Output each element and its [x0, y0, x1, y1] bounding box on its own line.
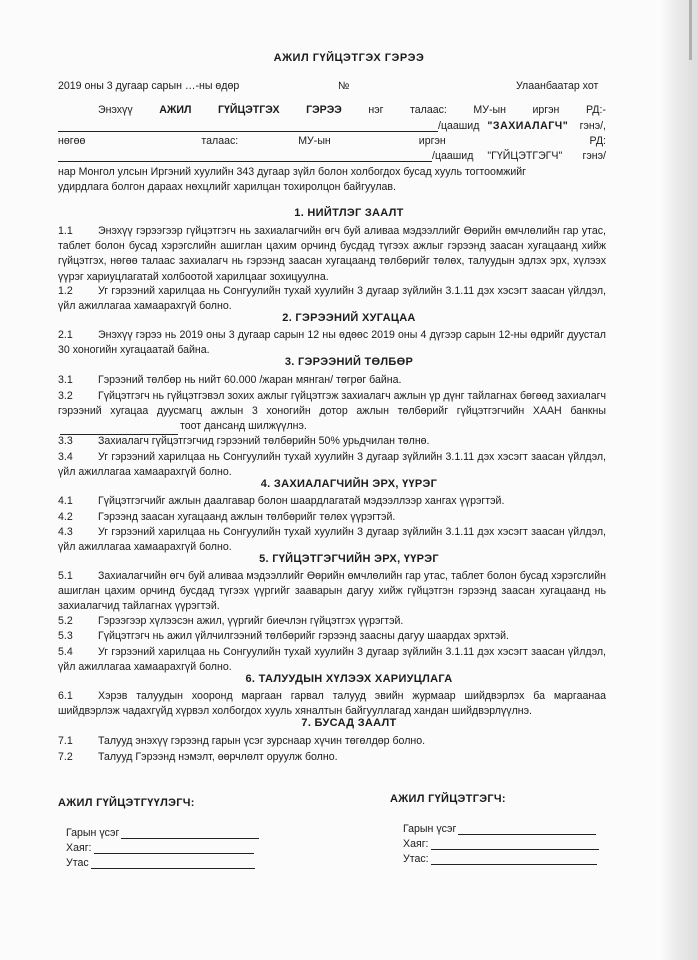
clause-item: [58, 750, 606, 765]
intro-word: талаас:: [410, 104, 447, 116]
intro-word: АЖИЛ: [159, 104, 192, 116]
intro-line-2: [58, 120, 606, 132]
section-heading: 2. ГЭРЭЭНИЙ ХУГАЦАА: [282, 312, 416, 324]
clause-text: Гүйцэтгэгч нь ажил үйлчилгээний төлбөрийг гэрээнд заасны дагуу шаардах эрхтэй.: [98, 630, 509, 642]
intro-word: /цаашид: [432, 150, 474, 162]
address-label: Хаяг:: [66, 842, 92, 854]
clause-item: [58, 734, 606, 749]
clause-item: [58, 284, 606, 314]
clause-text: Гүйцэтгэгч нь гүйцэтгэвэл зохих ажлыг гүйцэтгэж захиалагч ажлын үр дүнг тайлагнах бөгөөд захиалагч гэрээний хугацаа дуусмагц ажлын 3 хоногийн дотор ажлын төлбөрийг гүйцэтгэгчийн ХААН банкны: [58, 390, 606, 418]
intro-word: гэнэ/,: [579, 120, 606, 132]
clause-text: Гэрээгээр хүлээсэн ажил, үүргийг биечлэн гүйцэтгэх үүрэгтэй.: [98, 615, 404, 627]
address-label: Хаяг:: [403, 838, 429, 850]
signature-heading-client: АЖИЛ ГҮЙЦЭТГҮҮЛЭГЧ:: [58, 797, 195, 809]
clause-number: 3.2: [58, 390, 73, 402]
clause-number: 5.4: [58, 646, 73, 658]
intro-word: иргэн: [418, 135, 446, 147]
intro-word: гэнэ/: [582, 150, 606, 162]
intro-word: МУ-ын: [298, 135, 331, 147]
section-heading: 4. ЗАХИАЛАГЧИЙН ЭРХ, ҮҮРЭГ: [260, 478, 438, 490]
section-heading: 1. НИЙТЛЭГ ЗААЛТ: [294, 207, 404, 219]
clause-item: [58, 645, 606, 675]
phone-field-contractor: [403, 853, 597, 865]
section-heading: 5. ГҮЙЦЭТГЭГЧИЙН ЭРХ, ҮҮРЭГ: [259, 553, 439, 565]
intro-word: ГЭРЭЭ: [306, 104, 342, 116]
clause-number: 4.1: [58, 495, 73, 507]
clause-number: 4.3: [58, 526, 73, 538]
intro-line-4: [58, 150, 606, 162]
phone-label: Утас: [66, 857, 89, 869]
clause-number: 5.3: [58, 630, 73, 642]
clause-number: 1.1: [58, 225, 73, 237]
clause-item: [58, 510, 606, 525]
intro-word: иргэн: [532, 104, 560, 116]
clause-text: Талууд энэхүү гэрээнд гарын үсэг зурснаар хүчин төгөлдөр болно.: [98, 735, 426, 747]
signature-field-contractor: [403, 823, 596, 835]
clause-item: [58, 389, 606, 435]
city-label: Улаанбаатар хот: [516, 80, 599, 92]
clause-number: 3.4: [58, 451, 73, 463]
intro-word: нэг: [368, 104, 384, 116]
clause-item: [58, 373, 606, 388]
intro-word: РД:: [589, 135, 606, 147]
intro-word: /цаашид: [438, 120, 480, 132]
intro-word: РД:-: [585, 104, 606, 116]
clause-item: [58, 689, 606, 719]
address-field-contractor: [403, 838, 599, 850]
section-heading: 3. ГЭРЭЭНИЙ ТӨЛБӨР: [284, 356, 414, 368]
clause-number: 7.2: [58, 751, 73, 763]
clause-text: Уг гэрээний харилцаа нь Сонгуулийн тухай хуулийн 3 дугаар зүйлийн 3.1.11 дэх хэсэгт заасан үйлдэл, үйл ажиллагаа хамаарахгүй болно.: [58, 526, 606, 554]
intro-word: талаас:: [201, 135, 239, 147]
party-contractor-label: "ГҮЙЦЭТГЭГЧ": [487, 150, 563, 162]
clause-number: 5.1: [58, 570, 73, 582]
signature-field-client: [66, 827, 259, 839]
intro-word: нөгөө: [58, 135, 86, 147]
intro-line-6: удирдлага болгон дараах нөхцлийг харилцан тохиролцон байгуулав.: [58, 181, 396, 193]
clause-item: [58, 569, 606, 615]
clause-text: Гүйцэтгэгчийг ажлын даалгавар болон шаардлагатай мэдээллээр хангах үүрэгтэй.: [98, 495, 505, 507]
clause-text: Уг гэрээний харилцаа нь Сонгуулийн тухай хуулийн 3 дугаар зүйлийн 3.1.11 дэх хэсэгт заасан үйлдэл, үйл ажиллагаа хамаарахгүй болно.: [58, 451, 606, 479]
signature-heading-contractor: АЖИЛ ГҮЙЦЭТГЭГЧ:: [390, 793, 506, 805]
clause-text: Талууд Гэрээнд нэмэлт, өөрчлөлт оруулж болно.: [98, 751, 338, 763]
address-field-client: [66, 842, 254, 854]
clause-number: 3.3: [58, 435, 73, 447]
clause-number: 3.1: [58, 374, 73, 386]
section-heading: 6. ТАЛУУДЫН ХҮЛЭЭХ ХАРИУЦЛАГА: [245, 673, 453, 685]
section-heading: 7. БУСАД ЗААЛТ: [301, 717, 397, 729]
clause-text: Гэрээний төлбөр нь нийт 60.000 /жаран мянган/ төгрөг байна.: [98, 374, 402, 386]
clause-item: [58, 525, 606, 555]
clause-item: [58, 494, 606, 509]
clause-number: 6.1: [58, 690, 73, 702]
contract-number-label: №: [338, 80, 350, 92]
phone-field-client: [66, 857, 255, 869]
phone-blank[interactable]: [431, 853, 597, 865]
signature-blank[interactable]: [458, 823, 596, 835]
clause-item: [58, 328, 606, 358]
clause-text: Захиалагчийн өгч буй аливаа мэдээллийг Өөрийн өмчлөлийн гар утас, таблет болон бусад хэрэгслийн ашиглан цахим орчинд бусдад түгээх үүргийг зааварын дагуу хийж гүйцэтгэн гэрээнд заасан хугацаанд нь захиалагчид тайлагнах үүрэгтэй.: [58, 570, 606, 613]
client-name-blank[interactable]: [58, 120, 438, 132]
signature-label: Гарын үсэг: [66, 827, 120, 839]
clause-text: Хэрэв талуудын хооронд маргаан гарвал талууд эвийн журмаар шийдвэрлэх ба маргаанаа шийдвэрлэж чадахгүйд хүрвэл холбогдох хууль хяналтын байгууллагад хандан шийдвэрлүүлнэ.: [58, 690, 606, 718]
contractor-name-blank[interactable]: [58, 150, 432, 162]
clause-number: 2.1: [58, 329, 73, 341]
address-blank[interactable]: [431, 838, 599, 850]
clause-number: 4.2: [58, 511, 73, 523]
intro-word: Энэхүү: [98, 104, 133, 116]
clause-number: 1.2: [58, 285, 73, 297]
clause-number: 5.2: [58, 615, 73, 627]
signature-blank[interactable]: [121, 827, 259, 839]
clause-number: 7.1: [58, 735, 73, 747]
clause-text: Уг гэрээний харилцаа нь Сонгуулийн тухай хуулийн 3 дугаар зүйлийн 3.1.11 дэх хэсэгт заасан үйлдэл, үйл ажиллагаа хамаарахгүй болно.: [58, 285, 606, 313]
intro-word: ГҮЙЦЭТГЭХ: [218, 104, 280, 116]
intro-line-1: [58, 104, 606, 116]
date-line: 2019 оны 3 дугаар сарын …-ны өдөр: [58, 80, 240, 92]
clause-item: [58, 629, 606, 644]
clause-item: [58, 614, 606, 629]
address-blank[interactable]: [94, 842, 254, 854]
clause-item: [58, 450, 606, 480]
phone-blank[interactable]: [91, 857, 255, 869]
clause-item: [58, 224, 606, 285]
intro-line-5: нар Монгол улсын Иргэний хуулийн 343 дугаар зүйл болон холбогдох бусад хууль тогтоомжийг: [58, 166, 527, 178]
clause-text: Энэхүү гэрээ нь 2019 оны 3 дугаар сарын 12 ны өдөөс 2019 оны 4 дүгээр сарын 12-ны өдрийг дуустал 30 хоногийн хугацаатай байна.: [58, 329, 606, 357]
signature-label: Гарын үсэг: [403, 823, 457, 835]
clause-item: [58, 434, 606, 449]
phone-label: Утас:: [403, 853, 429, 865]
intro-line-3: [58, 135, 606, 147]
clause-text: тоот дансанд шилжүүлнэ.: [180, 420, 307, 433]
clause-text: Энэхүү гэрээгээр гүйцэтгэгч нь захиалагчийн өгч буй аливаа мэдээллийг Өөрийн өмчлөлийн гар утас, таблет болон бусад хэрэгслийн ашиглан цахим орчинд бусдад түгээх ажлыг гэрээнд заасан хугацаанд хийж гүйцэтгэх, нөгөө талаас захиалагч нь гэрээнд заасан хугацаанд төлбөрийг төлөх, талуудын эдлэх эрх, хүлээх үүрэг хариуцлагатай холбоотой харилцааг зохицуулна.: [58, 225, 606, 283]
party-client-label: "ЗАХИАЛАГЧ": [487, 120, 569, 132]
clause-text: Захиалагч гүйцэтгэгчид гэрээний төлбөрийн 50% урьдчилан төлнө.: [98, 435, 430, 447]
scan-artifact-line: [689, 0, 692, 60]
bank-account-blank[interactable]: [60, 423, 178, 435]
document-title: АЖИЛ ГҮЙЦЭТГЭХ ГЭРЭЭ: [273, 52, 425, 64]
clause-text: Гэрээнд заасан хугацаанд ажлын төлбөрийг төлөх үүрэгтэй.: [98, 511, 396, 523]
intro-word: МУ-ын: [473, 104, 506, 116]
clause-text: Уг гэрээний харилцаа нь Сонгуулийн тухай хуулийн 3 дугаар зүйлийн 3.1.11 дэх хэсэгт заасан үйлдэл, үйл ажиллагаа хамаарахгүй болно.: [58, 646, 606, 674]
